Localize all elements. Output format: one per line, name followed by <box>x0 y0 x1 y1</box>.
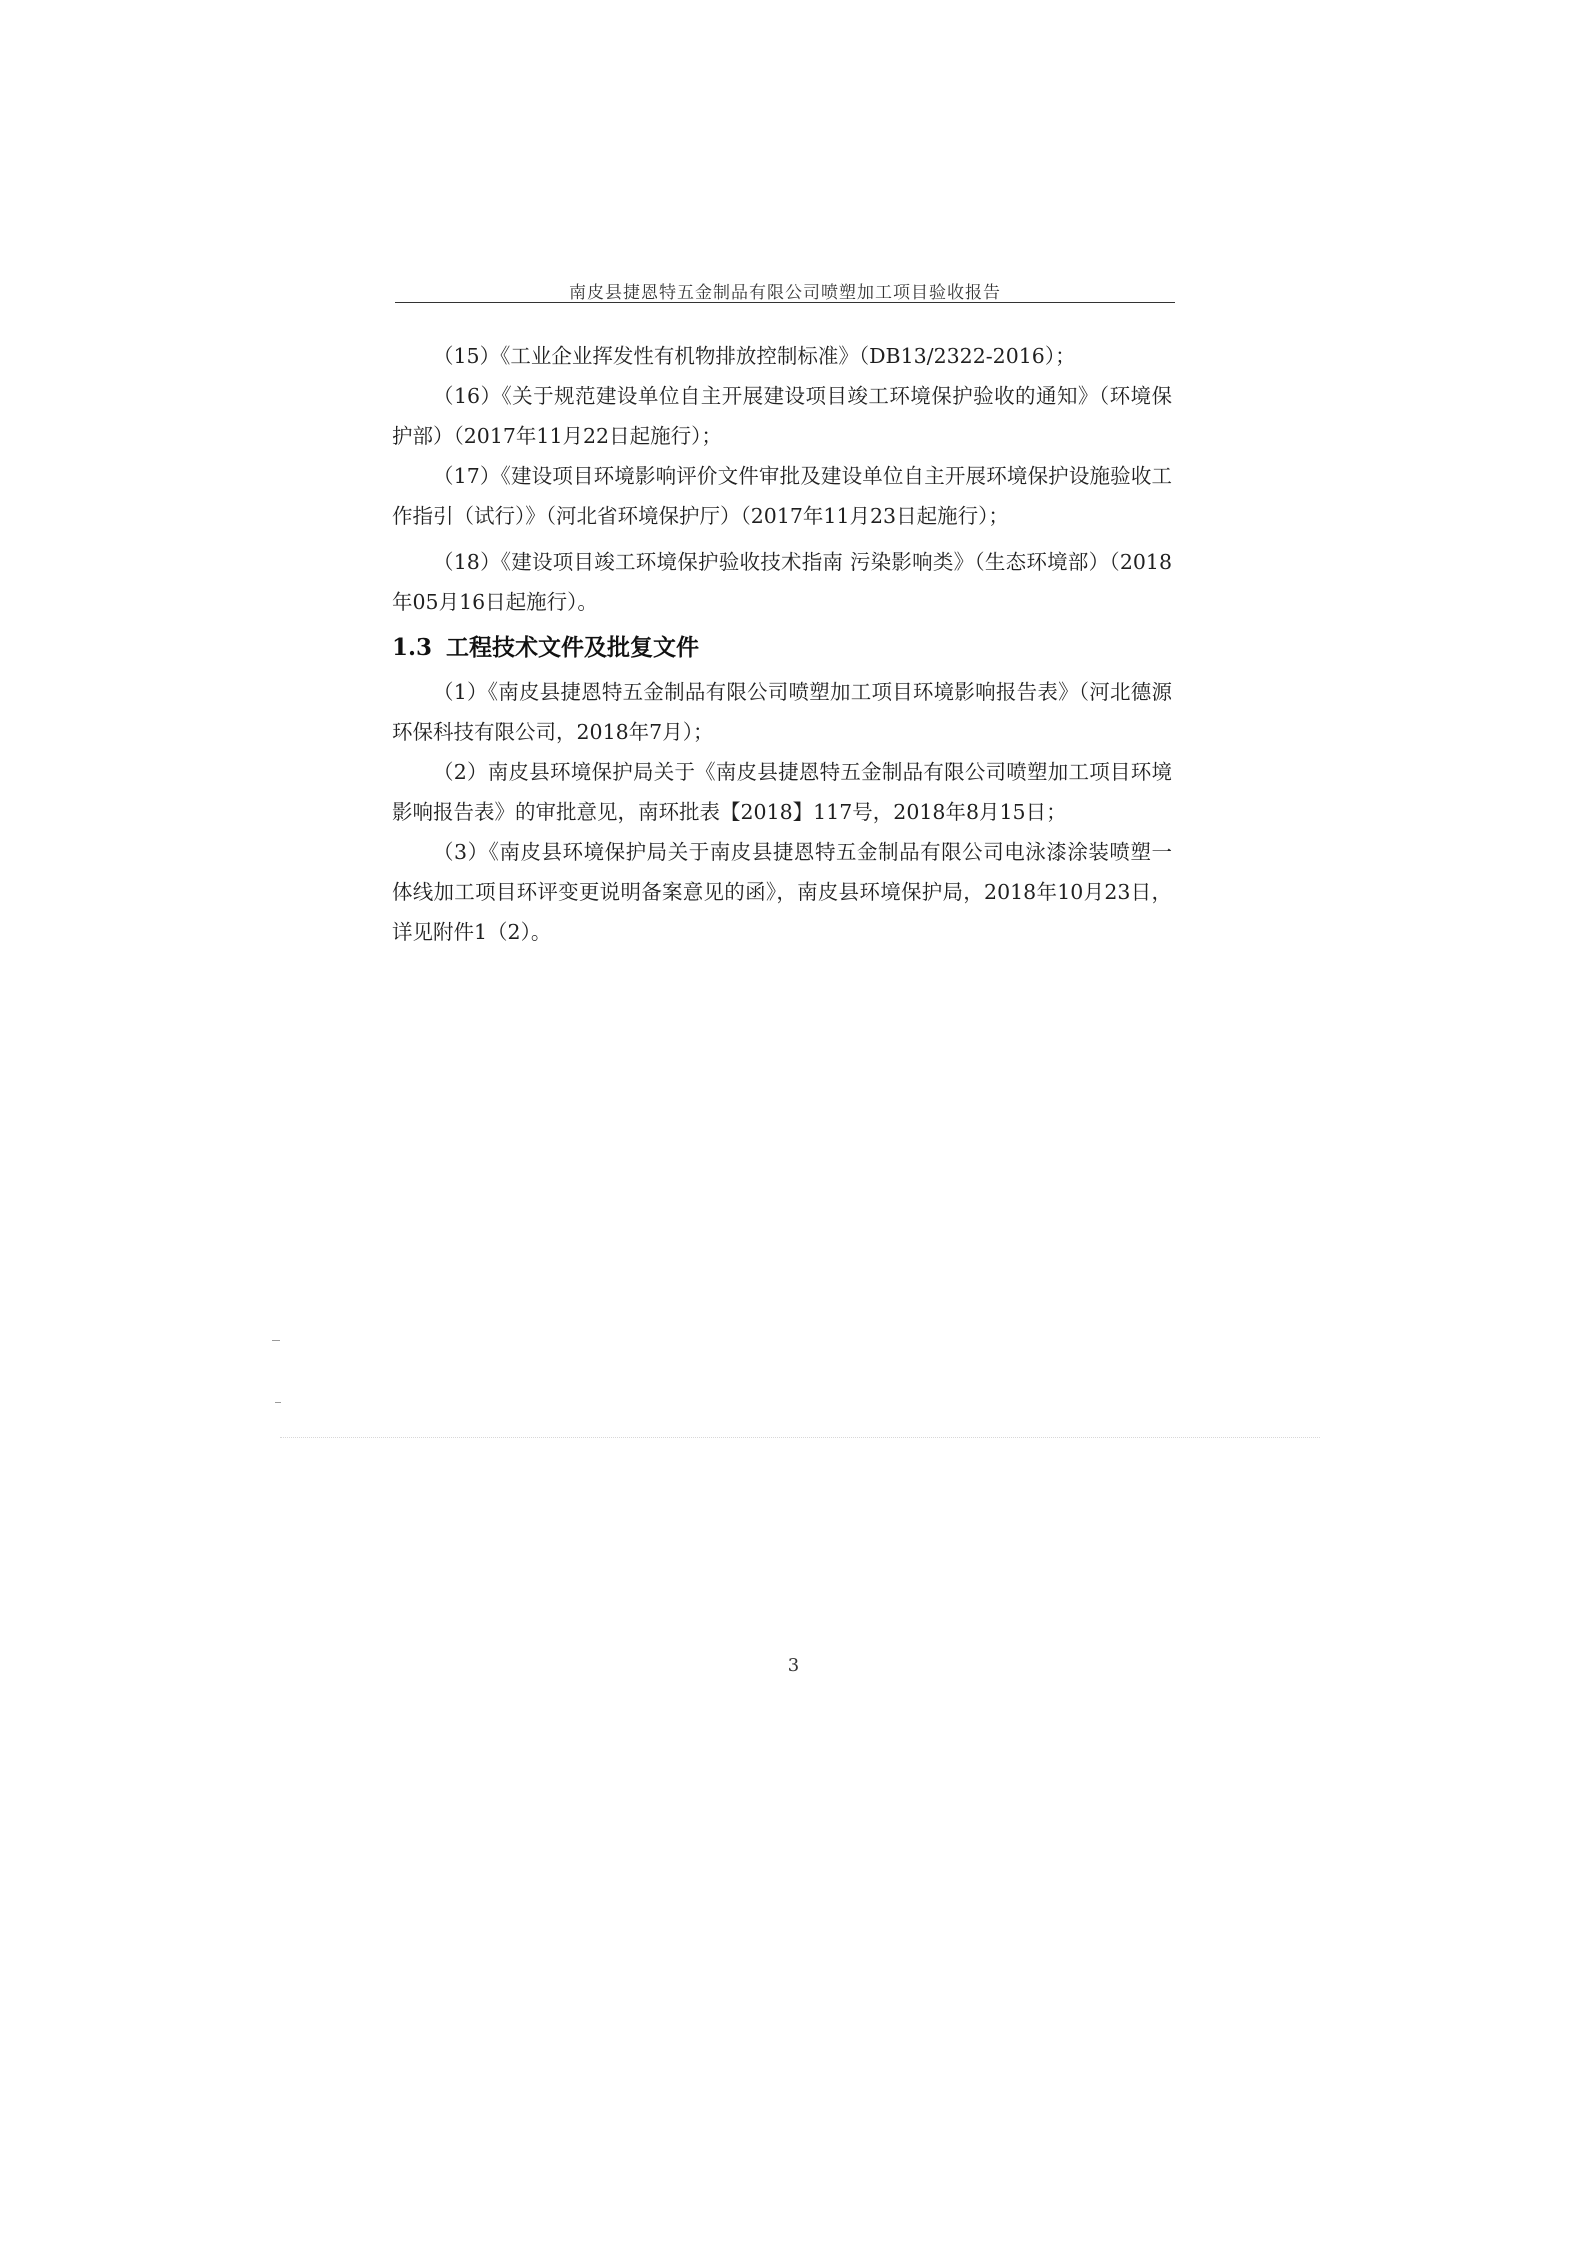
document-item-1: （1）《南皮县捷恩特五金制品有限公司喷塑加工项目环境影响报告表》（河北德源环保科技有限公司，2018年7月）； <box>392 680 1172 744</box>
document-item-3: （3）《南皮县环境保护局关于南皮县捷恩特五金制品有限公司电泳漆涂装喷塑一体线加工项目环评变更说明备案意见的函》，南皮县环境保护局，2018年10月23日，详见附件1（2）。 <box>392 840 1172 944</box>
document-body <box>392 336 1172 952</box>
reference-item-17: （17）《建设项目环境影响评价文件审批及建设单位自主开展环境保护设施验收工作指引（试行）》（河北省环境保护厅）（2017年11月23日起施行）； <box>392 464 1172 528</box>
reference-item-18: （18）《建设项目竣工环境保护验收技术指南 污染影响类》（生态环境部）（2018年05月16日起施行）。 <box>392 550 1172 614</box>
header-divider <box>395 302 1175 303</box>
scan-speck <box>275 1402 281 1403</box>
reference-item-15: （15）《工业企业挥发性有机物排放控制标准》（DB13/2322-2016）； <box>433 344 1076 368</box>
page-header: 南皮县捷恩特五金制品有限公司喷塑加工项目验收报告 <box>569 283 1001 303</box>
document-item-2: （2）南皮县环境保护局关于《南皮县捷恩特五金制品有限公司喷塑加工项目环境影响报告表》的审批意见，南环批表【2018】117号，2018年8月15日； <box>392 760 1172 824</box>
scan-speck <box>272 1340 280 1341</box>
scan-artifact-line <box>280 1437 1320 1438</box>
section-heading <box>392 626 1172 670</box>
section-number: 1.3 <box>392 634 433 661</box>
section-title: 工程技术文件及批复文件 <box>446 634 700 661</box>
page-number: 3 <box>787 1655 800 1676</box>
reference-item-16: （16）《关于规范建设单位自主开展建设项目竣工环境保护验收的通知》（环境保护部）（2017年11月22日起施行）； <box>392 384 1172 448</box>
